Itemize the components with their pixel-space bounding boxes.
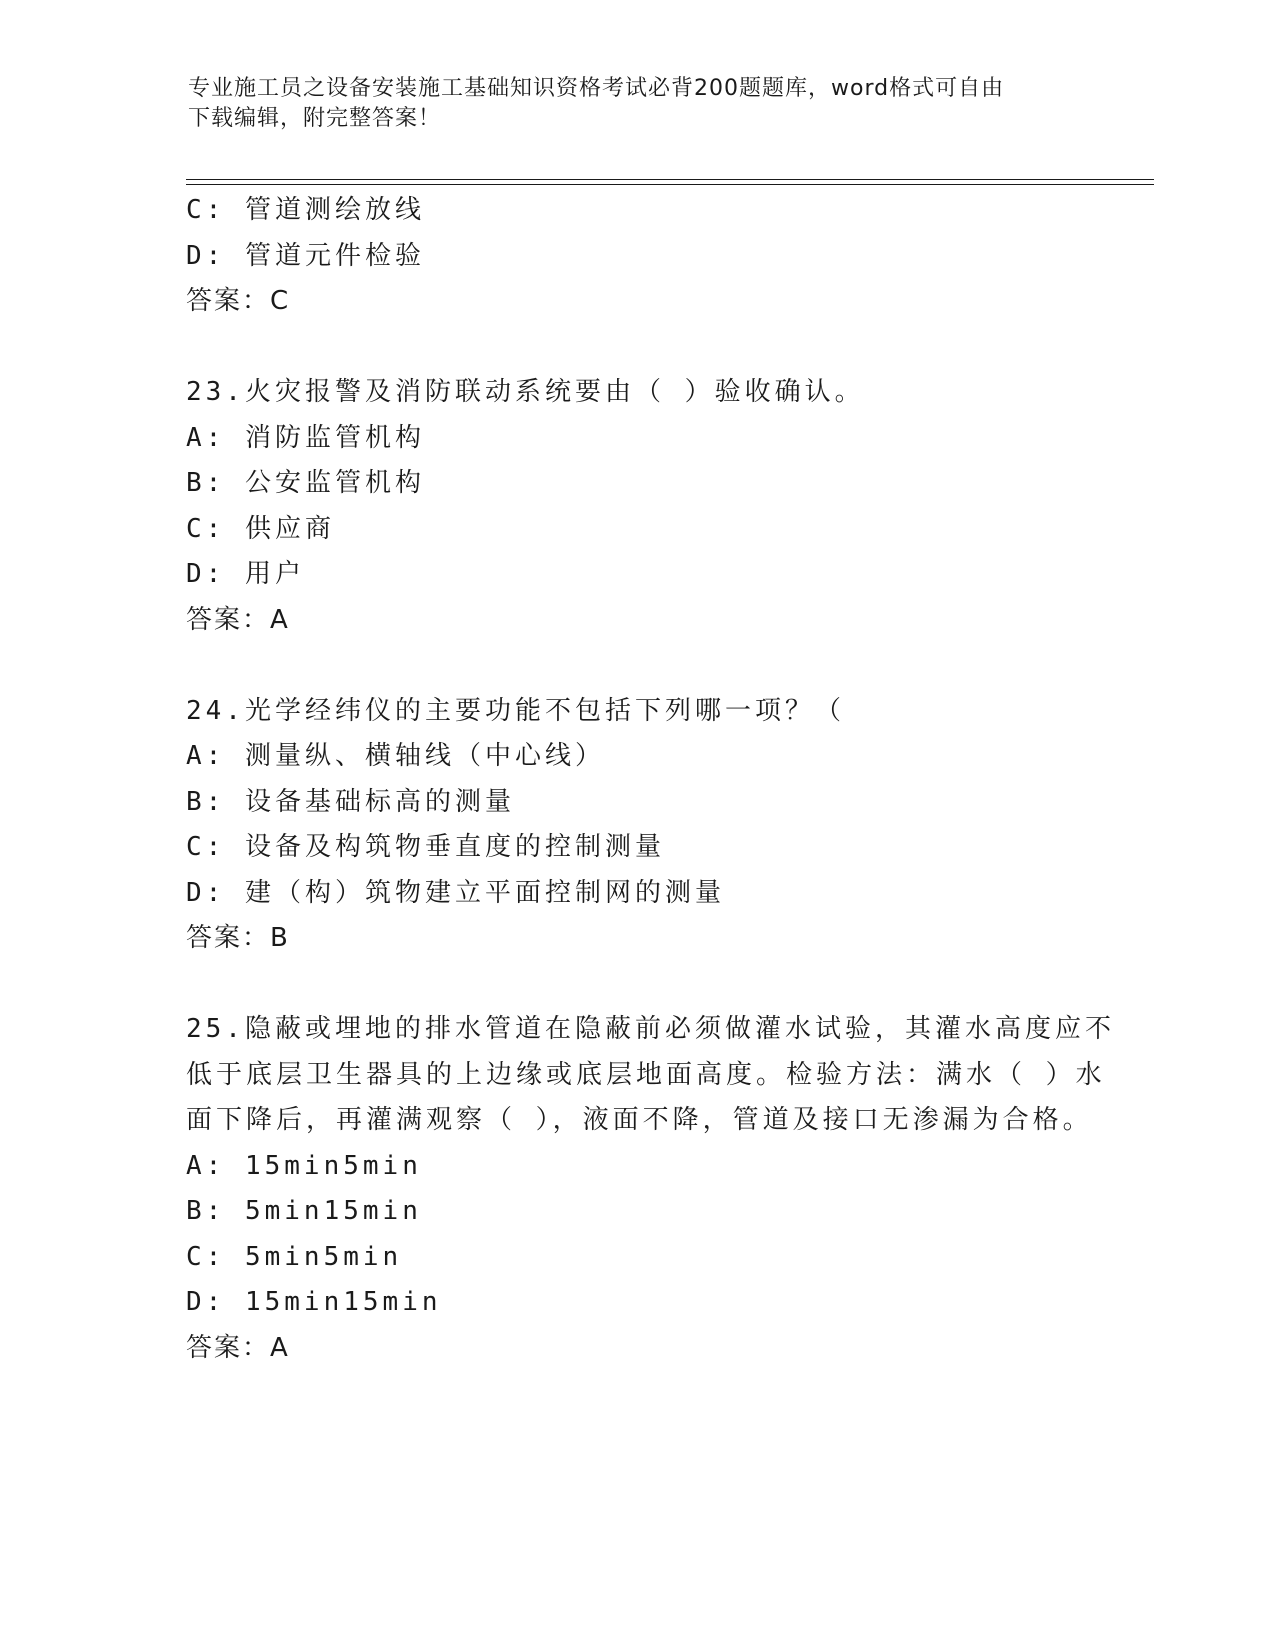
spacer xyxy=(186,962,1086,1008)
option-c: C: 设备及构筑物垂直度的控制测量 xyxy=(186,832,665,862)
option-c: C: 供应商 xyxy=(186,513,335,544)
question-stem-line-1: 25.隐蔽或埋地的排水管道在隐蔽前必须做灌水试验，其灌水高度应不 xyxy=(186,1014,1115,1044)
header-line-2: 下载编辑，附完整答案！ xyxy=(188,106,442,131)
header-line-1: 专业施工员之设备安装施工基础知识资格考试必背200题题库，word格式可自由 xyxy=(188,76,1005,101)
option-d: D: 建（构）筑物建立平面控制网的测量 xyxy=(186,877,725,908)
question-22-continuation xyxy=(186,188,1086,325)
option-a: A: 测量纵、横轴线（中心线） xyxy=(186,741,605,771)
answer-line: 答案：B xyxy=(186,923,290,953)
spacer xyxy=(186,643,1086,689)
option-d: D: 用户 xyxy=(186,559,305,589)
header-rule-bottom xyxy=(186,184,1154,185)
answer-line: 答案：A xyxy=(186,1332,290,1363)
document-header xyxy=(188,74,1088,134)
option-c: C: 5min5min xyxy=(186,1241,403,1272)
header-rule-top xyxy=(186,179,1154,180)
option-a: A: 15min5min xyxy=(186,1150,422,1181)
answer-line: 答案：A xyxy=(186,604,290,635)
question-stem: 24.光学经纬仪的主要功能不包括下列哪一项？（ xyxy=(186,695,845,726)
spacer xyxy=(186,325,1086,371)
option-c: C: 管道测绘放线 xyxy=(186,195,425,225)
option-b: B: 设备基础标高的测量 xyxy=(186,786,515,817)
option-b: B: 公安监管机构 xyxy=(186,468,425,498)
option-d: D: 15min15min xyxy=(186,1287,442,1317)
question-25 xyxy=(186,1007,1115,1371)
option-b: B: 5min15min xyxy=(186,1196,422,1226)
option-d: D: 管道元件检验 xyxy=(186,240,425,271)
question-stem-line-2: 低于底层卫生器具的上边缘或底层地面高度。检验方法：满水（ ）水 xyxy=(186,1059,1106,1090)
option-a: A: 消防监管机构 xyxy=(186,422,425,453)
answer-line: 答案：C xyxy=(186,286,291,316)
question-stem-line-3: 面下降后，再灌满观察（ ），液面不降，管道及接口无渗漏为合格。 xyxy=(186,1105,1093,1135)
question-23 xyxy=(186,370,1086,643)
question-24 xyxy=(186,689,1086,962)
question-content xyxy=(186,188,1115,1371)
question-stem: 23.火灾报警及消防联动系统要由（ ）验收确认。 xyxy=(186,377,865,407)
